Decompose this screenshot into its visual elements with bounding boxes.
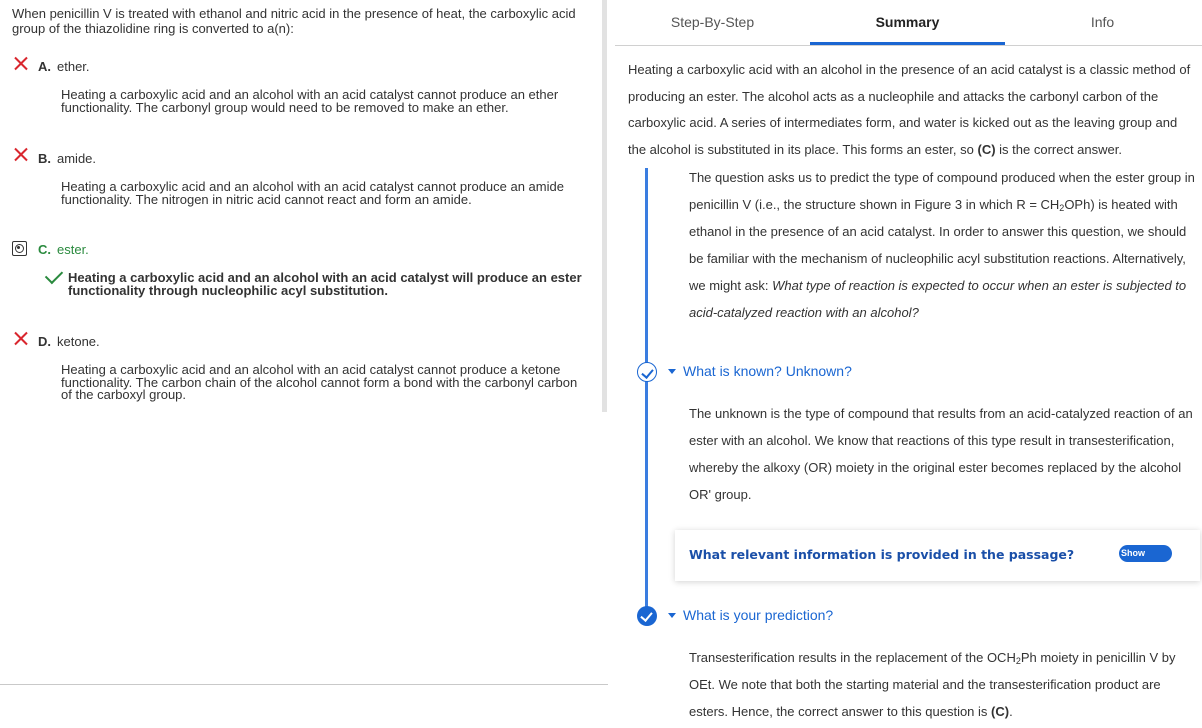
scrollbar[interactable] bbox=[602, 0, 607, 412]
tab-step-by-step[interactable]: Step-By-Step bbox=[670, 14, 755, 30]
caret-down-icon bbox=[668, 369, 676, 374]
choice-c[interactable] bbox=[38, 242, 89, 257]
choice-letter: D. bbox=[38, 334, 51, 349]
tab-summary[interactable]: Summary bbox=[875, 14, 940, 30]
step-title: What is known? Unknown? bbox=[683, 363, 852, 379]
choice-letter: C. bbox=[38, 242, 51, 257]
choice-letter: B. bbox=[38, 151, 51, 166]
choice-b-explanation: Heating a carboxylic acid and an alcohol with an acid catalyst cannot produce an amide functionality. The nitrogen in nitric acid cannot react and form an amide. bbox=[61, 179, 564, 207]
incorrect-x-icon bbox=[13, 147, 29, 163]
info-card-title: What relevant information is provided in the passage? bbox=[689, 547, 1075, 562]
divider bbox=[0, 684, 608, 685]
summary-text: Heating a carboxylic acid with an alcohol in the presence of an acid catalyst is a classic method of producing an ester. The alcohol acts as a nucleophile and attacks the carbonyl carbon of the carboxylic acid. A series of intermediates form, and water is kicked out as the leaving group and the alcohol is substituted in its place. This forms an ester, so (C) is the correct answer. bbox=[628, 62, 1191, 157]
step-title: What is your prediction? bbox=[683, 607, 834, 623]
tab-info[interactable]: Info bbox=[1090, 14, 1115, 30]
step-check-icon bbox=[637, 362, 657, 382]
step-prediction-body: Transesterification results in the replacement of the $OCH_2Ph$ moiety in penicillin V by OEt. We note that both the starting material and the transesterification product are esters. Hence, the correct answer to this question is (C). bbox=[689, 650, 1176, 719]
step-timeline bbox=[645, 168, 648, 613]
question-stem: When penicillin V is treated with ethanol and nitric acid in the presence of heat, the carboxylic acid group of the thiazolidine ring is converted to a(n): bbox=[12, 6, 576, 36]
choice-c-explanation: Heating a carboxylic acid and an alcohol with an acid catalyst will produce an ester functionality through nucleophilic acyl substitution. bbox=[68, 270, 582, 298]
choice-letter: A. bbox=[38, 59, 51, 74]
choice-text: ester. bbox=[57, 242, 89, 257]
explanation-panel bbox=[615, 0, 1202, 728]
correct-check-icon bbox=[45, 266, 63, 284]
tab-bar bbox=[615, 0, 1202, 46]
passage-info-card bbox=[675, 530, 1200, 581]
active-tab-indicator bbox=[810, 42, 1005, 45]
step-intro-text: The question asks us to predict the type of compound produced when the ester group in penicillin V (i.e., the structure shown in Figure 3 in which $R = CH_2OPh$) is heated with ethanol in the presence of an acid catalyst. In order to answer this question, we should be familiar with the mechanism of nucleophilic acyl substitution reactions. Alternatively, we might ask: What type of reaction is expected to occur when an ester is subjected to acid-catalyzed reaction with an alcohol? bbox=[689, 170, 1195, 320]
selected-radio-icon[interactable] bbox=[12, 241, 27, 256]
incorrect-x-icon bbox=[13, 331, 29, 347]
choice-text: amide. bbox=[57, 151, 97, 166]
choice-a-explanation: Heating a carboxylic acid and an alcohol with an acid catalyst cannot produce an ether functionality. The carbonyl group would need to be removed to make an ether. bbox=[61, 87, 559, 115]
choice-d-explanation: Heating a carboxylic acid and an alcohol with an acid catalyst cannot produce a ketone functionality. The carbon chain of the alcohol cannot form a bond with the carbonyl carbon of the carboxyl group. bbox=[61, 362, 578, 402]
step-known-unknown-body: The unknown is the type of compound that results from an acid-catalyzed reaction of an ester with an alcohol. We know that reactions of this type result in transesterification, whereby the alkoxy (OR) moiety in the original ester becomes replaced by the alcohol OR' group. bbox=[689, 406, 1193, 502]
choice-a[interactable] bbox=[38, 59, 90, 74]
show-button[interactable]: Show bbox=[1119, 545, 1172, 562]
caret-down-icon bbox=[668, 613, 676, 618]
choice-d[interactable] bbox=[38, 334, 100, 349]
incorrect-x-icon bbox=[13, 56, 29, 72]
step-check-icon bbox=[637, 606, 657, 626]
choice-text: ketone. bbox=[57, 334, 100, 349]
choice-b[interactable] bbox=[38, 151, 96, 166]
choice-text: ether. bbox=[57, 59, 90, 74]
